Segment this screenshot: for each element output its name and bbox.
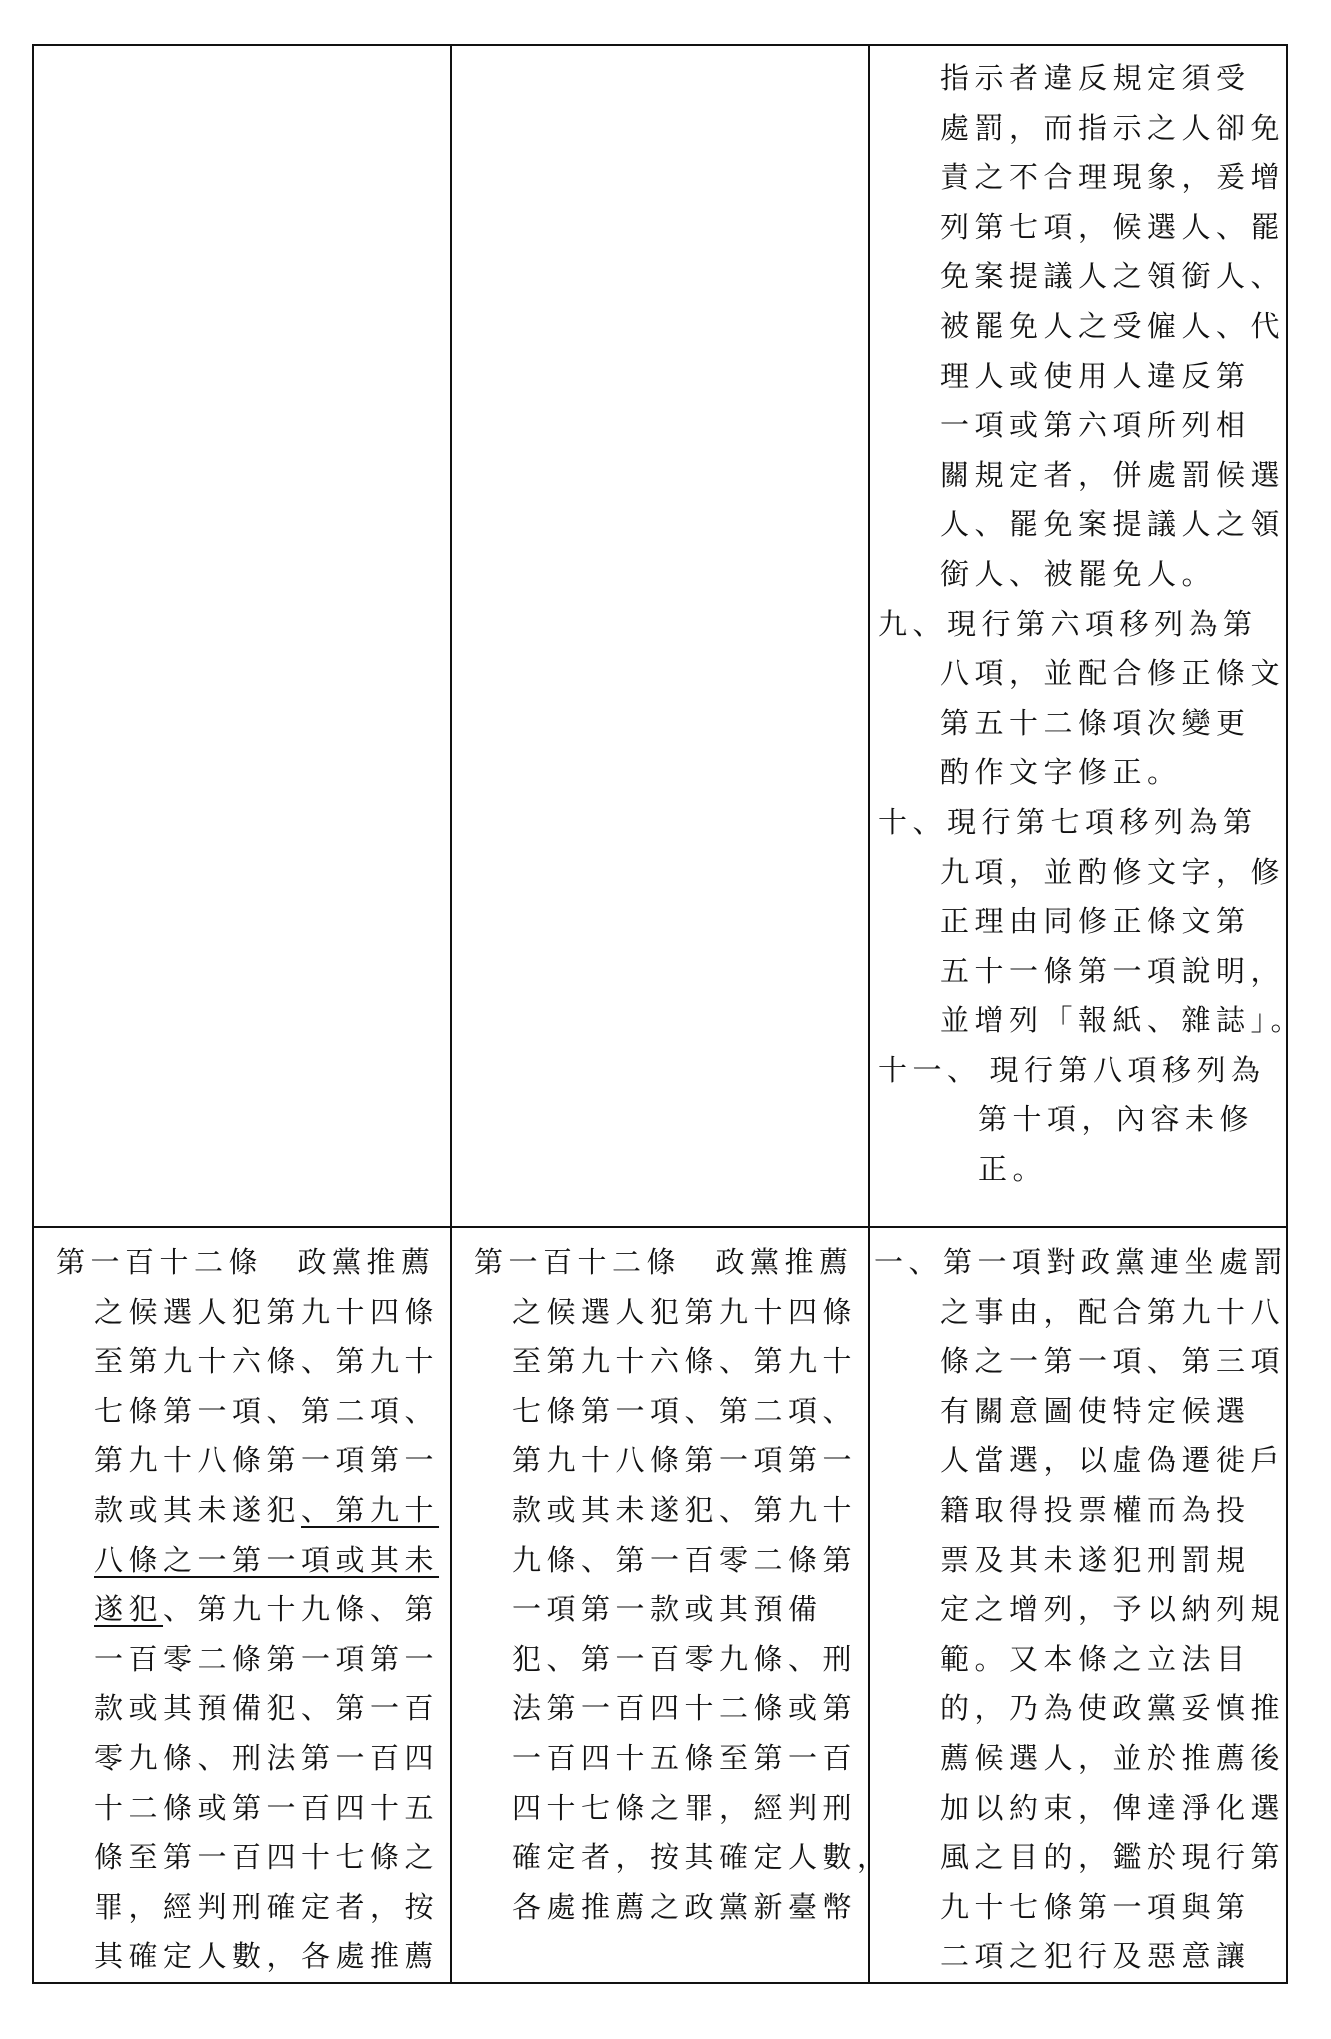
text-line: 條至第一百四十七條之 xyxy=(94,1840,440,1875)
text-line: 酌作文字修正。 xyxy=(940,755,1182,790)
text-line: 犯、第一百零九條、刑 xyxy=(512,1641,858,1676)
text-line: 一百四十五條至第一百 xyxy=(512,1740,858,1775)
text-line: 五十一條第一項說明， xyxy=(940,953,1286,988)
explanation-item-11 xyxy=(870,1046,1286,1195)
amended-article-cell xyxy=(33,1227,451,1983)
text-line: 罪，經判刑確定者，按 xyxy=(94,1889,440,1924)
text-line: 九十七條第一項與第 xyxy=(940,1889,1251,1924)
text-line: 之事由，配合第九十八 xyxy=(940,1294,1286,1329)
text-segment: 款或其未遂犯 xyxy=(94,1492,302,1527)
text-line: 七條第一項、第二項、 xyxy=(94,1393,440,1428)
text-line xyxy=(94,1486,450,1536)
text-line: 至第九十六條、第九十 xyxy=(512,1344,858,1379)
text-line: 第九十八條第一項第一 xyxy=(512,1443,858,1478)
text-line: 免案提議人之領銜人、 xyxy=(940,259,1286,294)
text-line: 款或其未遂犯、第九十 xyxy=(512,1492,858,1527)
amended-article-text xyxy=(34,1228,450,1982)
item-marker: 十一、 xyxy=(878,1052,982,1087)
text-line: 各處推薦之政黨新臺幣 xyxy=(512,1889,858,1924)
text-line: 加以約束，俾達淨化選 xyxy=(940,1790,1286,1825)
text-line: 二項之犯行及惡意讓 xyxy=(940,1939,1251,1974)
text-line: 確定者，按其確定人數， xyxy=(512,1840,892,1875)
text-line: 八項，並配合修正條文 xyxy=(940,656,1286,691)
current-article-cell xyxy=(451,1227,892,1983)
text-line: 範。又本條之立法目 xyxy=(940,1641,1251,1676)
text-line: 正理由同修正條文第 xyxy=(940,904,1251,939)
text-line: 九項，並酌修文字，修 xyxy=(940,854,1286,889)
table-row xyxy=(33,1227,1287,1983)
text-line: 關規定者，併處罰候選 xyxy=(940,457,1286,492)
explanation-item-10 xyxy=(870,798,1306,1046)
amended-article-cell-empty xyxy=(33,45,451,1227)
text-line: 正。 xyxy=(978,1152,1048,1187)
table-row xyxy=(33,45,1287,1227)
text-segment: 、第九十九條、第 xyxy=(163,1592,440,1627)
text-line: 法第一百四十二條或第 xyxy=(512,1691,858,1726)
text-line: 第五十二條項次變更 xyxy=(940,705,1251,740)
text-line: 人當選，以虛偽遷徙戶 xyxy=(940,1443,1286,1478)
text-line xyxy=(94,1585,450,1635)
current-article-text xyxy=(452,1228,892,1932)
explanation-text xyxy=(870,1228,1289,1982)
text-line: 十二條或第一百四十五 xyxy=(94,1790,440,1825)
text-line: 第九十八條第一項第一 xyxy=(94,1443,440,1478)
text-line: 薦候選人，並於推薦後 xyxy=(940,1740,1286,1775)
text-line: 一百零二條第一項第一 xyxy=(94,1641,440,1676)
text-line: 定之增列，予以納列規 xyxy=(940,1592,1286,1627)
text-line: 九條、第一百零二條第 xyxy=(512,1542,858,1577)
text-line: 條之一第一項、第三項 xyxy=(940,1344,1286,1379)
explanation-continuation xyxy=(870,46,1286,600)
text-line: 列第七項，候選人、罷 xyxy=(940,209,1286,244)
text-line: 處罰，而指示之人卻免 xyxy=(940,110,1286,145)
explanation-cell xyxy=(869,45,1306,1227)
article-heading: 第一百十二條 政黨推薦 xyxy=(474,1245,854,1279)
text-line: 人、罷免案提議人之領 xyxy=(940,507,1286,542)
comparison-table xyxy=(32,44,1306,1984)
explanation-item-1-heading: 一、第一項對政黨連坐處罰 xyxy=(874,1245,1289,1279)
underlined-amendment: 、第九十 xyxy=(301,1492,440,1527)
underlined-amendment: 遂犯 xyxy=(94,1592,164,1627)
text-line: 票及其未遂犯刑罰規 xyxy=(940,1542,1251,1577)
text-line: 理人或使用人違反第 xyxy=(940,358,1251,393)
text-line: 四十七條之罪，經判刑 xyxy=(512,1790,858,1825)
text-line: 風之目的，鑑於現行第 xyxy=(940,1840,1286,1875)
text-line xyxy=(878,1046,1286,1096)
item-marker: 九、 xyxy=(878,606,948,641)
text-line: 之候選人犯第九十四條 xyxy=(512,1294,858,1329)
text-line: 第十項，內容未修 xyxy=(978,1102,1255,1137)
text-line: 一項第一款或其預備 xyxy=(512,1592,823,1627)
explanation-item-9 xyxy=(870,600,1286,798)
text-line: 的，乃為使政黨妥慎推 xyxy=(940,1691,1286,1726)
text-line: 被罷免人之受僱人、代 xyxy=(940,308,1286,343)
text-line xyxy=(878,798,1286,848)
text-line xyxy=(878,600,1286,650)
underlined-amendment: 八條之一第一項或其未 xyxy=(94,1542,440,1577)
text-segment: 現行第八項移列為 xyxy=(989,1052,1266,1087)
text-line: 責之不合理現象，爰增 xyxy=(940,160,1286,195)
text-line: 零九條、刑法第一百四 xyxy=(94,1740,440,1775)
explanation-cell xyxy=(869,1227,1287,1983)
text-line: 款或其預備犯、第一百 xyxy=(94,1691,440,1726)
current-article-cell-empty xyxy=(451,45,869,1227)
text-line: 至第九十六條、第九十 xyxy=(94,1344,440,1379)
item-marker: 十、 xyxy=(878,804,948,839)
text-line: 籍取得投票權而為投 xyxy=(940,1492,1251,1527)
text-line: 一項或第六項所列相 xyxy=(940,408,1251,443)
text-segment: 現行第七項移列為第 xyxy=(947,804,1258,839)
text-line: 之候選人犯第九十四條 xyxy=(94,1294,440,1329)
text-segment: 現行第六項移列為第 xyxy=(947,606,1258,641)
text-line: 有關意圖使特定候選 xyxy=(940,1393,1251,1428)
text-line: 銜人、被罷免人。 xyxy=(940,556,1217,591)
article-heading: 第一百十二條 政黨推薦 xyxy=(56,1245,436,1279)
text-line: 並增列「報紙、雜誌」。 xyxy=(940,1003,1306,1038)
text-line: 其確定人數，各處推薦 xyxy=(94,1939,440,1974)
text-line: 七條第一項、第二項、 xyxy=(512,1393,858,1428)
text-line: 指示者違反規定須受 xyxy=(940,61,1251,95)
